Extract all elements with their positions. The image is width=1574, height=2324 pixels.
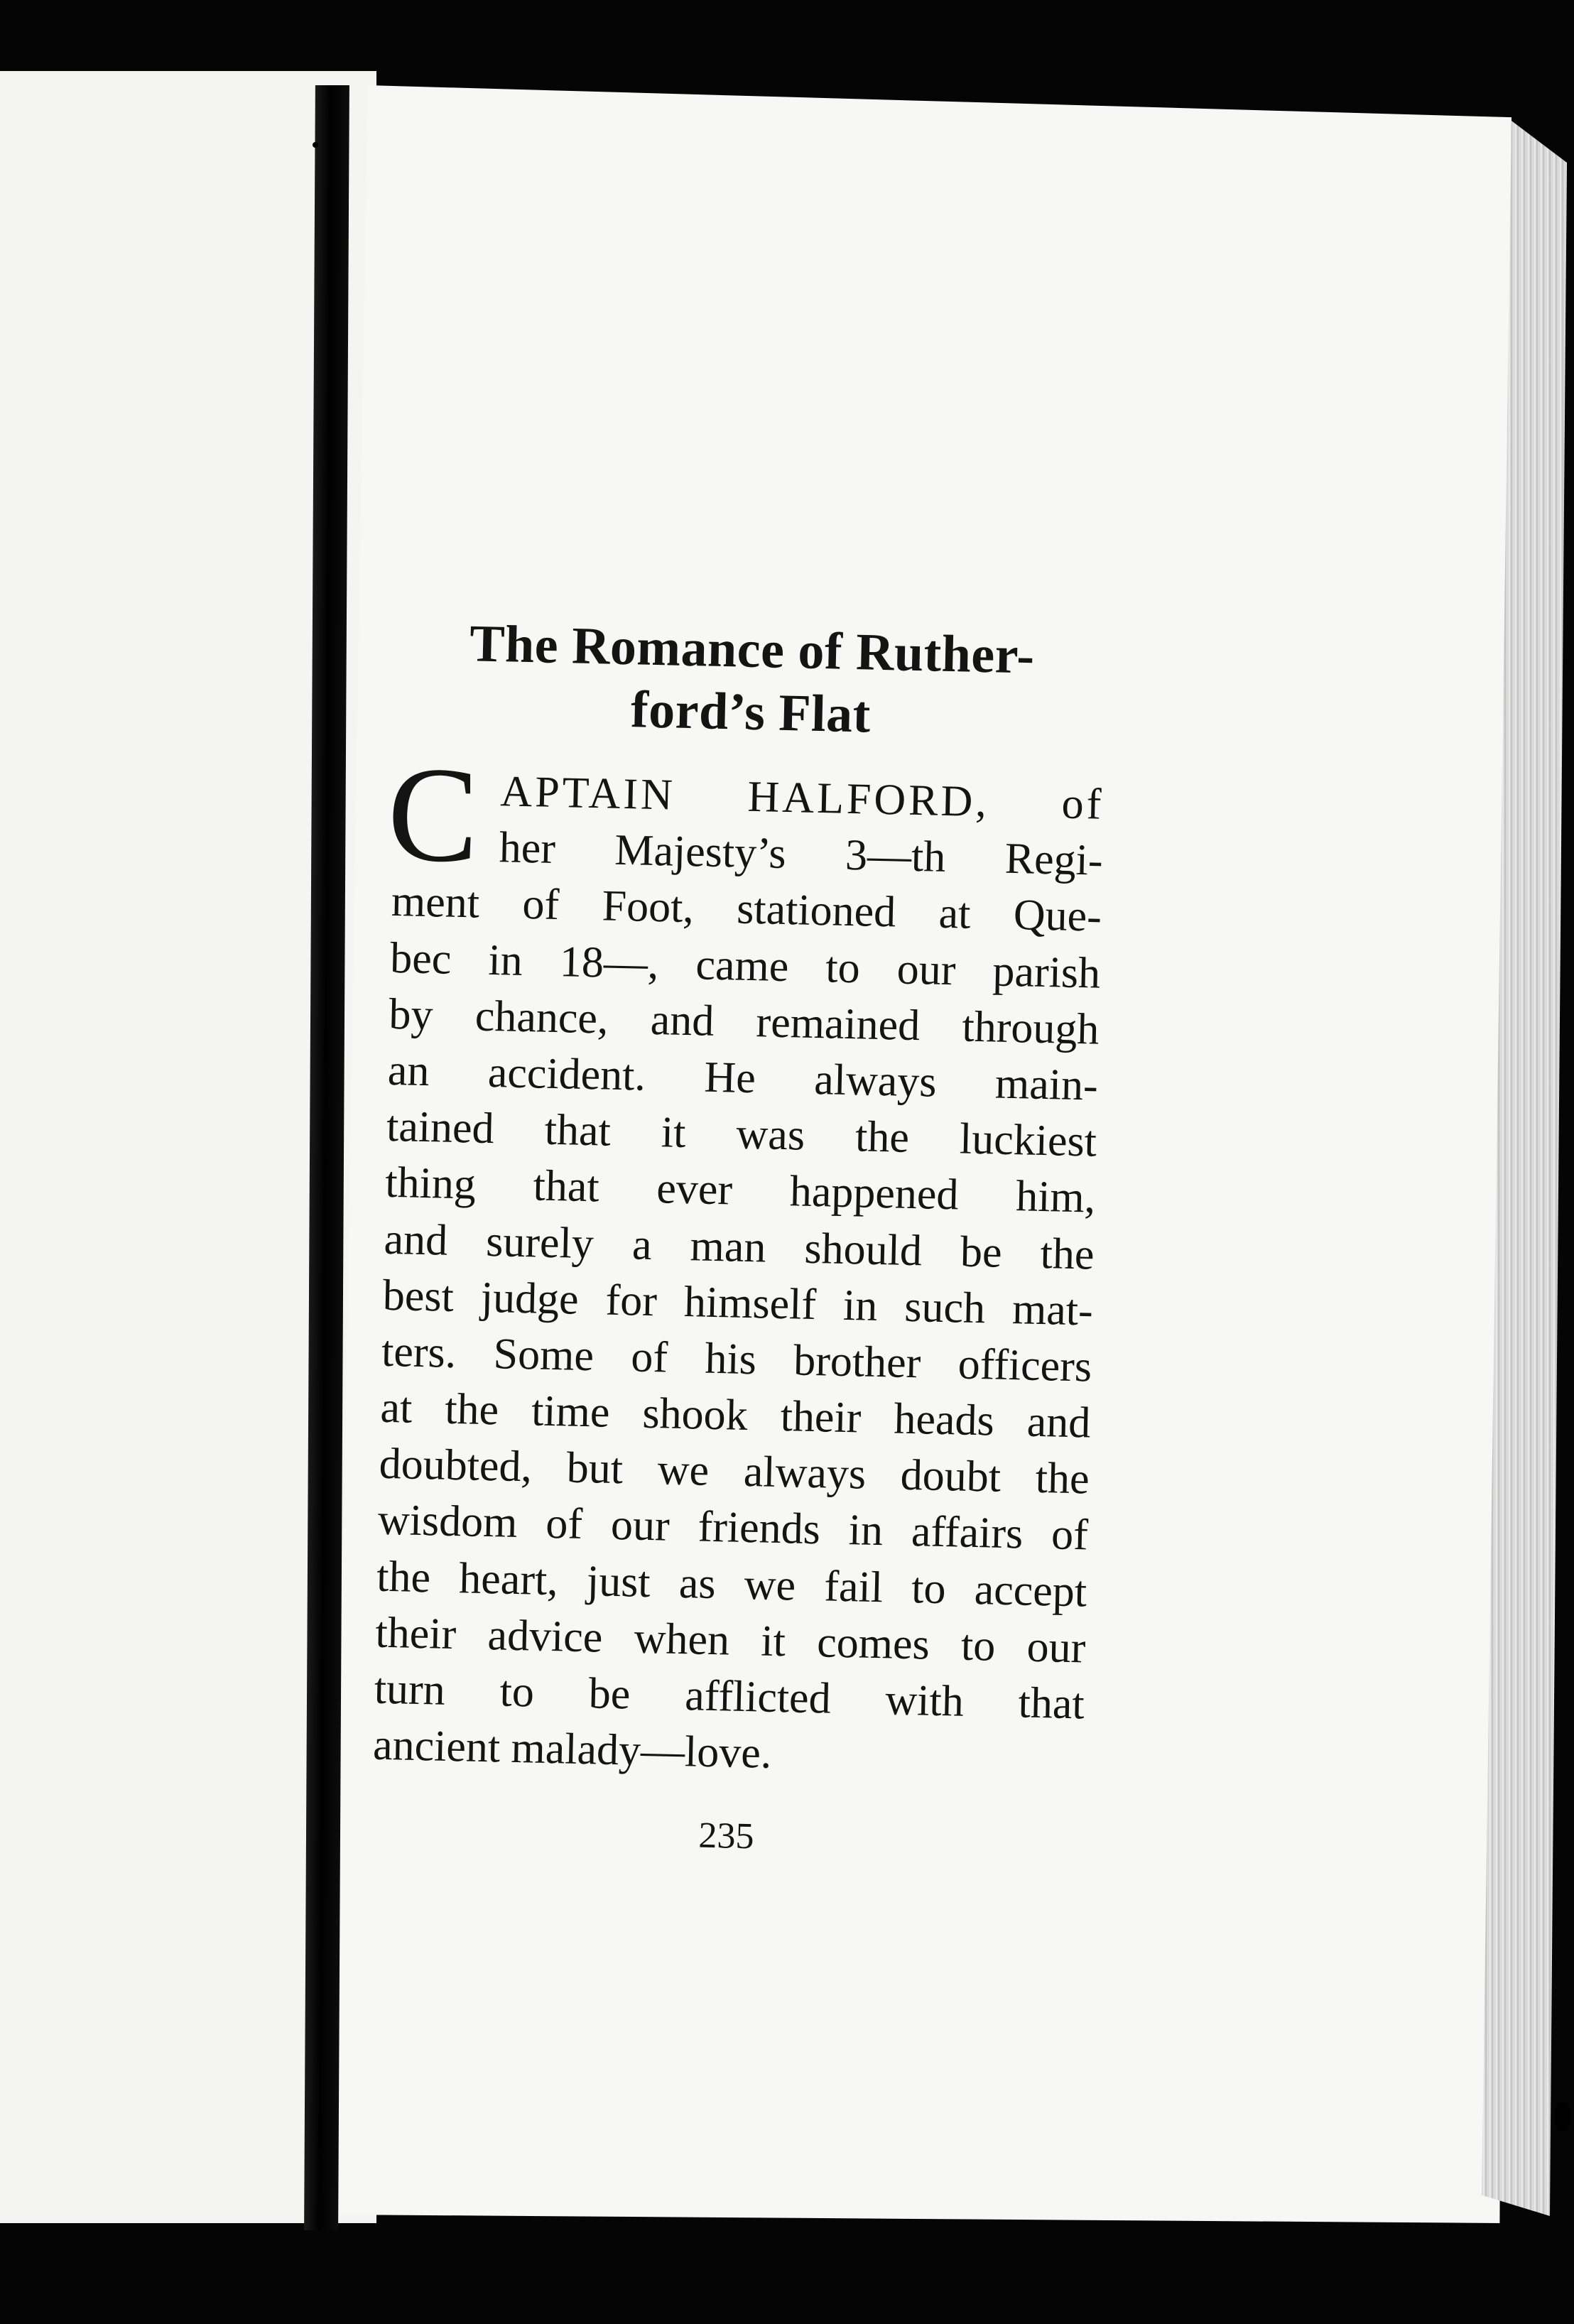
text-line: wisdom of our friends in affairs of [377,1496,1089,1560]
text-line: at the time shook their heads and [379,1383,1092,1448]
chapter-title-line: The Romance of Ruther- [469,614,1036,685]
text-line: APTAIN HALFORD, of [499,767,1105,829]
text-line: thing that ever happened him, [384,1158,1096,1222]
text-line: bec in 18—, came to our parish [389,933,1101,998]
text-line: turn to be afflicted with that [374,1664,1085,1729]
chapter-title [395,611,1108,751]
scan-speck [1556,2102,1570,2131]
text-line: and surely a man should be the [383,1215,1095,1279]
text-line: doubted, but we always doubt the [379,1439,1090,1504]
text-line: the heart, just as we fail to accept [376,1552,1087,1617]
scan-speck [313,142,318,148]
text-line: ters. Some of his brother officers [381,1327,1092,1391]
text-line: ment of Foot, stationed at Que- [391,877,1102,942]
chapter-title-line: ford’s Flat [630,680,872,744]
text-line: ancient malady—love. [372,1720,773,1779]
text-line: her Majesty’s 3—th Regi- [499,823,1104,885]
page-number: 235 [698,1815,755,1857]
text-line: tained that it was the luckiest [386,1102,1097,1166]
page-text [371,611,1108,1866]
text-line: best judge for himself in such mat- [382,1271,1094,1335]
drop-cap: C [386,737,481,891]
text-line: their advice when it comes to our [374,1608,1087,1673]
text-line: an accident. He always main- [387,1046,1099,1110]
text-line: by chance, and remained through [388,989,1100,1054]
body-text [372,737,1105,1789]
